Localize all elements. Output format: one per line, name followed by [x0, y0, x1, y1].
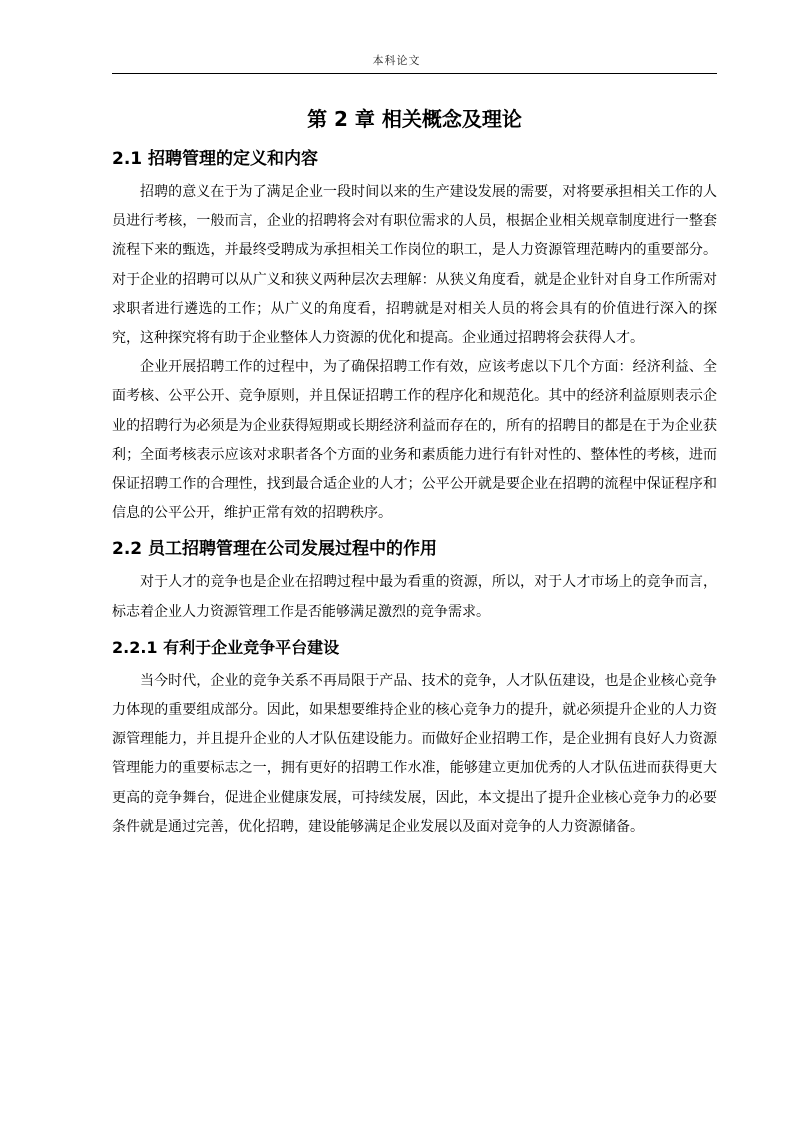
paragraph: 招聘的意义在于为了满足企业一段时间以来的生产建设发展的需要，对将要承担相关工作的人员进行考核，一般而言，企业的招聘将会对有职位需求的人员，根据企业相关规章制度进行一整套流程下来的甄选，并最终受聘成为承担相关工作岗位的职工，是人力资源管理范畴内的重要部分。对于企业的招聘可以从广义和狭义两种层次去理解：从狭义角度看，就是企业针对自身工作所需对求职者进行遴选的工作；从广义的角度看，招聘就是对相关人员的将会具有的价值进行深入的探究，这种探究将有助于企业整体人力资源的优化和提高。企业通过招聘将会获得人才。	[112, 184, 717, 347]
section-heading-2-2: 2.2 员工招聘管理在公司发展过程中的作用	[112, 539, 438, 560]
document-body	[112, 96, 717, 842]
subsection-heading-2-2-1: 2.2.1 有利于企业竞争平台建设	[112, 637, 340, 657]
paragraph: 企业开展招聘工作的过程中，为了确保招聘工作有效，应该考虑以下几个方面：经济利益、全面考核、公平公开、竞争原则，并且保证招聘工作的程序化和规范化。其中的经济利益原则表示企业的招聘行为必须是为企业获得短期或长期经济利益而存在的，所有的招聘目的都是在于为企业获利；全面考核表示应该对求职者各个方面的业务和素质能力进行有针对性的、整体性的考核，进而保证招聘工作的合理性，找到最合适企业的人才；公平公开就是要企业在招聘的流程中保证程序和信息的公平公开，维护正常有效的招聘秩序。	[112, 359, 717, 522]
paragraph: 对于人才的竞争也是企业在招聘过程中最为看重的资源，所以，对于人才市场上的竞争而言，标志着企业人力资源管理工作是否能够满足激烈的竞争需求。	[112, 574, 717, 620]
paragraph: 当今时代，企业的竞争关系不再局限于产品、技术的竞争，人才队伍建设，也是企业核心竞争力体现的重要组成部分。因此，如果想要维持企业的核心竞争力的提升，就必须提升企业的人力资源管理能力，并且提升企业的人才队伍建设能力。而做好企业招聘工作，是企业拥有良好人力资源管理能力的重要标志之一，拥有更好的招聘工作水准，能够建立更加优秀的人才队伍进而获得更大更高的竞争舞台，促进企业健康发展，可持续发展，因此，本文提出了提升企业核心竞争力的必要条件就是通过完善，优化招聘，建设能够满足企业发展以及面对竞争的人力资源储备。	[112, 672, 717, 835]
header-divider	[112, 73, 717, 74]
chapter-title: 第 2 章 相关概念及理论	[307, 107, 522, 131]
page-header: 本科论文	[372, 54, 421, 67]
section-heading-2-1: 2.1 招聘管理的定义和内容	[112, 149, 319, 169]
